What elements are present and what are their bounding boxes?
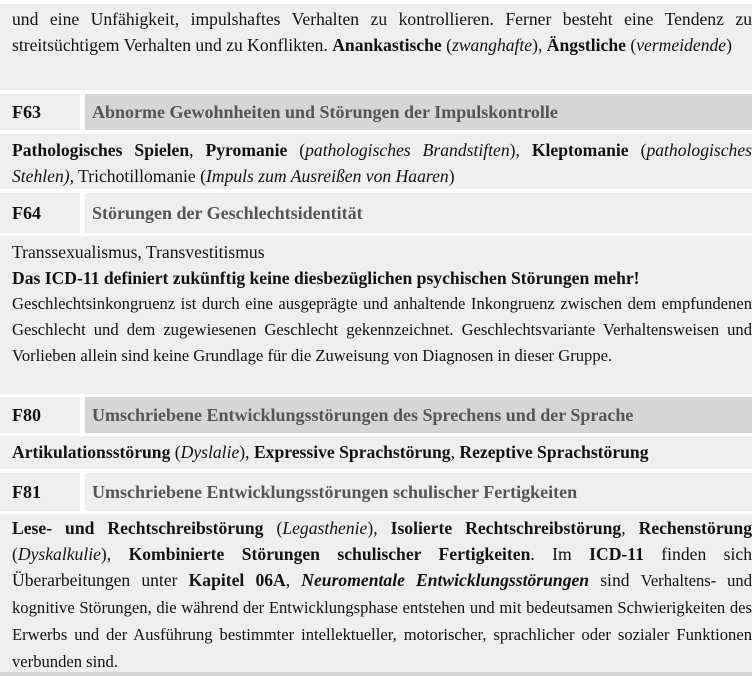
section-code: F81 (0, 473, 80, 511)
section-title: Umschriebene Entwicklungsstörungen des Sprechens und der Sprache (85, 397, 752, 433)
term-lese-rechtschreib: Lese- und Rechtschreibstörung (12, 518, 264, 538)
term-icd11: ICD-11 (589, 544, 644, 564)
term-legasthenie: Legasthenie (282, 518, 368, 538)
term-rechenstoerung: Rechenstörung (638, 518, 752, 538)
term-ausreissen: Impuls zum Ausreißen von Haaren (206, 166, 449, 186)
term-rezeptive: Rezeptive Sprachstörung (459, 442, 649, 462)
term-brandstiften: pathologisches Brandstiften (305, 140, 510, 160)
term-neuromentale: Neuromentale Entwicklungsstörungen (301, 570, 590, 590)
section-header-f63 (0, 94, 752, 130)
term-isolierte: Isolierte Rechtschreibstörung (390, 518, 622, 538)
section-body-f80: Artikulationsstörung (Dyslalie), Expressive Sprachstörung, Rezeptive Sprachstörung (0, 436, 752, 469)
section-body-f64 (0, 236, 752, 394)
term-zwanghafte: zwanghafte (451, 35, 533, 55)
f64-paragraph: Geschlechtsinkongruenz ist durch eine ausgeprägte und anhaltende Inkongruenz zwischen dem empfundenen Geschlecht und dem zugewiesenen Geschlecht gekennzeichnet. Geschlechtsvariante Verhaltensweisen und Vorlieben allein sind keine Grundlage für die Zuweisung von Diagnosen in dieser Gruppe. (12, 294, 752, 365)
term-kombinierte: Kombinierte Störungen schulischer Fertigkeiten (128, 544, 531, 564)
term-pyromanie: Pyromanie (205, 140, 288, 160)
section-code: F80 (0, 397, 80, 433)
section-title: Störungen der Geschlechtsidentität (85, 193, 752, 233)
term-anankastische: Anankastische (332, 35, 442, 55)
intro-paragraph: und eine Unfähigkeit, impulshaftes Verhalten zu kontrollieren. Ferner besteht eine Tendenz zu streitsüchtigem Verhalten und zu Konflikten. Anankastische (zwanghafte), Ängstliche (vermeidende) (0, 4, 752, 90)
term-pathologisches-spielen: Pathologisches Spielen (12, 140, 190, 160)
next-section-edge (0, 672, 752, 676)
term-aengstliche: Ängstliche (546, 35, 626, 55)
section-code: F64 (0, 193, 80, 233)
f64-bold-line: Das ICD-11 definiert zukünftig keine diesbezüglichen psychischen Störungen mehr! (12, 268, 640, 288)
term-vermeidende: vermeidende (636, 35, 727, 55)
section-header-f81 (0, 473, 752, 511)
section-body-f81: Lese- und Rechtschreibstörung (Legasthenie), Isolierte Rechtschreibstörung, Rechenstörung (Dyskalkulie), Kombinierte Störungen schulischer Fertigkeiten. Im ICD-11 finden sich Überarbeitungen unter Kapitel 06A, Neuromentale Entwicklungsstörungen sind Verhaltens- und kognitive Störungen, die während der Entwicklungsphase entstehen und mit bedeutsamen Schwierigkeiten des Erwerbs und der Ausführung bestimmter intellektueller, motorischer, sprachlicher oder sozialer Funktionen verbunden sind. (0, 514, 752, 672)
f64-line1: Transsexualismus, Transvestitismus (12, 242, 265, 262)
section-title: Umschriebene Entwicklungsstörungen schulischer Fertigkeiten (85, 473, 752, 511)
term-kapitel: Kapitel 06A (188, 570, 286, 590)
section-body-f63: Pathologisches Spielen, Pyromanie (pathologisches Brandstiften), Kleptomanie (pathologisches Stehlen), Trichotillomanie (Impuls zum Ausreißen von Haaren) (0, 134, 752, 189)
section-code: F63 (0, 94, 80, 130)
term-expressive: Expressive Sprachstörung (253, 442, 451, 462)
term-artikulationsstoerung: Artikulationsstörung (12, 442, 171, 462)
term-dyslalie: Dyslalie (180, 442, 240, 462)
section-header-f64 (0, 193, 752, 233)
term-stehlen: pathologisches Stehlen), (12, 140, 752, 186)
intro-text: und eine Unfähigkeit, impulshaftes Verhalten zu kontrollieren. Ferner besteht eine Tendenz zu streitsüchtigem Verhalten und zu Konflikten. (12, 9, 752, 55)
section-header-f80 (0, 397, 752, 433)
section-title: Abnorme Gewohnheiten und Störungen der Impulskontrolle (85, 94, 752, 130)
term-trichotillomanie: Trichotillomanie ( (74, 166, 206, 186)
term-dyskalkulie: Dyskalkulie (17, 544, 101, 564)
f81-paragraph: Verhaltens- und kognitive Störungen, die während der Entwicklungsphase entstehen und mit bedeutsamen Schwierigkeiten des Erwerbs und der Ausführung bestimmter intellektueller, motorischer, sprachlicher oder sozialer Funktionen verbunden sind. (12, 571, 752, 671)
term-kleptomanie: Kleptomanie (531, 140, 629, 160)
